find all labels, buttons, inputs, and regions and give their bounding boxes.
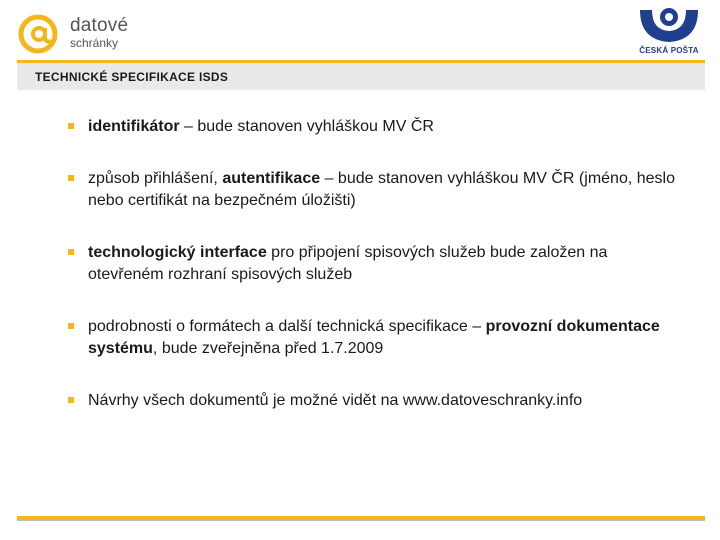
item-bold: autentifikace (222, 170, 321, 187)
item-bold: technologický interface (88, 244, 267, 261)
post-horn-icon (636, 6, 702, 46)
item-text: způsob přihlášení, (88, 170, 223, 187)
item-text: – bude stanoven vyhláškou MV ČR (179, 118, 434, 135)
list-item (66, 316, 686, 360)
bullet-square-icon (68, 175, 74, 181)
ceska-posta-text: ČESKÁ POŠTA (639, 46, 699, 55)
bullet-square-icon (68, 323, 74, 329)
footer-divider (17, 520, 705, 521)
logo-line2: schránky (70, 36, 119, 50)
ceska-posta-logo (628, 6, 710, 58)
item-text: pro připojení spisových služeb bude založen na otevřeném rozhraní spisových služeb (88, 244, 608, 283)
page-title: TECHNICKÉ SPECIFIKACE ISDS (35, 70, 229, 84)
item-text: – bude stanoven vyhláškou MV ČR (jméno, heslo nebo certifikát na bezpečném úložišti) (88, 170, 675, 209)
logo-line1: datové (70, 15, 129, 36)
datove-schranky-logo (18, 14, 148, 54)
list-item (66, 116, 686, 138)
bullet-square-icon (68, 249, 74, 255)
bullet-square-icon (68, 123, 74, 129)
item-bold: provozní dokumentace systému (88, 318, 660, 357)
list-item (66, 242, 686, 286)
item-bold: identifikátor (88, 118, 180, 135)
at-sign-icon (18, 14, 66, 54)
bullet-square-icon (68, 397, 74, 403)
item-text: Návrhy všech dokumentů je možné vidět na www.datoveschranky.info (88, 392, 583, 409)
header-band (17, 60, 705, 90)
item-text: , bude zveřejněna před 1.7.2009 (152, 340, 384, 357)
list-item (66, 168, 686, 212)
list-item (66, 390, 686, 412)
item-text: podrobnosti o formátech a další technická specifikace – (88, 318, 486, 335)
